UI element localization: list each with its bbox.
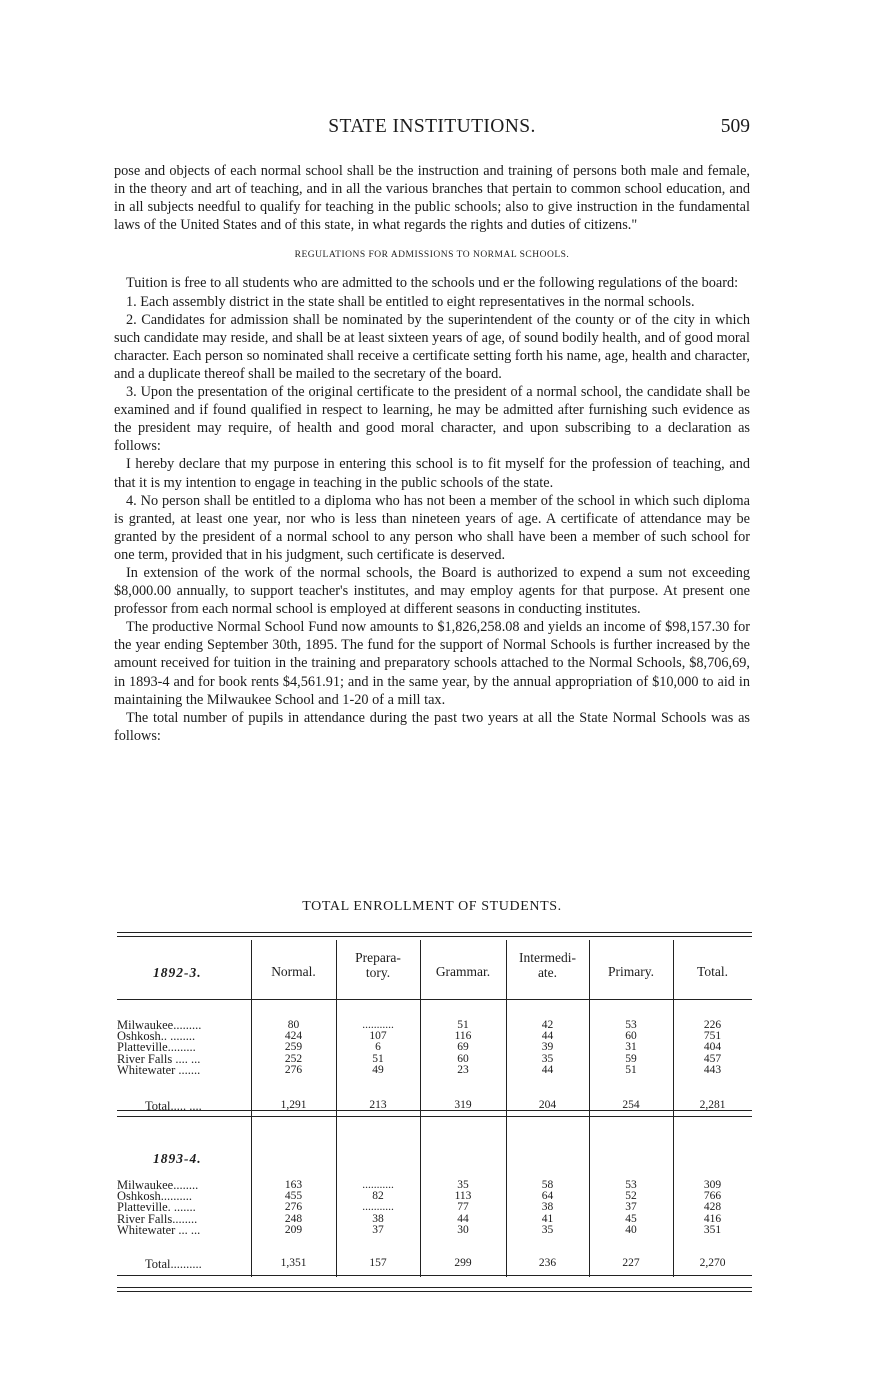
school-name: Oshkosh.. ........ [117,1029,196,1044]
paragraph: 1. Each assembly district in the state shall be entitled to eight representatives in the normal schools. [126,293,695,310]
table-cell: 44 [541,1030,554,1043]
page-number: 509 [720,116,750,137]
school-name: Milwaukee......... [117,1018,202,1032]
table-cell: 60 [625,1030,637,1043]
table-cell: 30 [457,1223,469,1236]
table-cell: 443 [703,1063,722,1076]
table-cell: 276 [284,1063,303,1076]
table-cell: 226 [703,1019,722,1031]
total-cell: 213 [369,1099,387,1111]
total-cell: 157 [369,1257,387,1269]
table-cell: 42 [541,1019,554,1031]
year-heading: 1893-4. [153,1151,202,1166]
table-cell: 38 [541,1201,554,1214]
column-header: Primary. [608,964,654,979]
school-name: Platteville. ....... [117,1200,196,1215]
school-name: River Falls .... ... [117,1051,201,1066]
paragraph: 3. Upon the presentation of the original certificate to the president of a normal school, the candidate shall be examined and if found qualified in respect to learning, he may be admitted after furnishing such evidence as the president may require, of health and good moral character, and upon subscribing to a declaration as follows: [114,384,750,455]
table-rule [117,1275,752,1276]
total-cell: 227 [622,1257,640,1269]
table-cell: 44 [457,1212,469,1225]
table-cell: 252 [284,1052,303,1065]
table-cell: 37 [372,1223,384,1236]
table-cell: 82 [372,1190,384,1203]
paragraph: 2. Candidates for admission shall be nominated by the superintendent of the county or of the city in which such candidate may reside, and shall be at least sixteen years of age, of sound bodily health, and of good moral character. Each person so nominated shall receive a certificate setting forth his name, age, health and character, and a duplicate thereof shall be mailed to the secretary of the board. [114,311,750,382]
table-cell: 309 [703,1179,722,1191]
total-cell: 204 [538,1099,557,1111]
year-heading: 1892-3. [153,965,202,980]
header-title: STATE INSTITUTIONS. [328,116,536,137]
school-name: Platteville......... [117,1040,196,1055]
section-heading: REGULATIONS FOR ADMISSIONS TO NORMAL SCHOOLS. [294,250,570,261]
table-cell: 77 [457,1201,469,1214]
table-cell: 35 [457,1179,469,1191]
table-cell: 107 [369,1030,387,1043]
table-cell: 69 [457,1041,469,1054]
table-cell: 35 [541,1223,554,1236]
table-cell: 23 [457,1063,469,1076]
table-cell: 35 [541,1052,554,1065]
table-cell: 416 [703,1212,722,1225]
paragraph: The productive Normal School Fund now amounts to $1,826,258.08 and yields an income of $98,157.30 for the year ending September 30th, 1895. The fund for the support of Normal Schools is further increased by the amount received for tuition in the training and preparatory schools attached to the Normal Schools, $8,706,69, in 1893-4 and for book rents $4,561.91; and in the same year, by the annual appropriation of $10,000 to aid in maintaining the Milwaukee School and 1-20 of a mill tax. [114,619,750,708]
table-cell: 39 [541,1041,554,1054]
school-name: Whitewater ... ... [117,1222,201,1237]
paragraph: I hereby declare that my purpose in entering this school is to fit myself for the profession of teaching, and that it is my intention to engage in teaching in the public schools of the state. [114,456,750,491]
total-cell: 1,291 [280,1099,307,1111]
table-cell: 455 [284,1190,303,1203]
table-rule [117,1291,752,1292]
table-cell: 52 [625,1190,637,1203]
total-cell: 2,270 [699,1257,726,1269]
table-cell: 457 [703,1052,722,1065]
table-cell: 428 [703,1201,722,1214]
table-cell: 163 [284,1179,303,1191]
table-cell: 51 [457,1019,469,1031]
table-cell: ........... [362,1019,394,1031]
table-cell: 38 [372,1212,384,1225]
paragraph-continuation: pose and objects of each normal school shall be the instruction and training of persons both male and female, in the theory and art of teaching, and in all the various branches that pertain to common school education, and in all subjects needful to qualify for teaching in the public schools; also to give instruction in the fundamental laws of the United States and of this state, in what regards the rights and duties of citizens." [114,163,750,234]
paragraph: Tuition is free to all students who are admitted to the schools und er the following regulations of the board: [126,275,739,292]
table-cell: 45 [625,1212,637,1225]
school-name: Whitewater ....... [117,1062,201,1077]
table-cell: 766 [703,1190,722,1203]
table-cell: 209 [284,1223,303,1236]
total-cell: 2,281 [699,1099,726,1111]
table-rule [117,1116,752,1117]
table-cell: 59 [625,1052,637,1065]
table-cell: ........... [362,1201,394,1214]
total-cell: 254 [622,1099,640,1111]
table-cell: 259 [284,1041,303,1054]
column-header: Normal. [271,964,316,979]
enrollment-table [117,930,752,1296]
table-cell: 58 [541,1179,554,1191]
school-name: Oshkosh.......... [117,1189,193,1204]
total-cell: 236 [538,1257,557,1269]
table-cell: 49 [372,1063,384,1076]
total-label: Total.......... [145,1257,202,1271]
table-cell: 31 [625,1041,637,1054]
table-rule [117,936,752,937]
table-cell: 40 [625,1223,637,1236]
table-cell: 116 [454,1030,472,1043]
table-cell: 80 [287,1019,300,1031]
total-cell: 299 [454,1257,472,1269]
table-rule [117,1287,752,1288]
school-name: Milwaukee........ [117,1178,199,1192]
table-cell: 6 [375,1041,381,1054]
school-name: River Falls........ [117,1211,198,1226]
table-cell: 51 [625,1063,637,1076]
table-title: TOTAL ENROLLMENT OF STUDENTS. [302,899,562,914]
table-cell: 276 [284,1201,303,1214]
column-header: Total. [697,964,728,979]
table-cell: 351 [703,1223,722,1236]
table-cell: 60 [457,1052,469,1065]
table-cell: 53 [625,1179,637,1191]
paragraph: In extension of the work of the normal schools, the Board is authorized to expend a sum not exceeding $8,000.00 annually, to support teacher's institutes, and may employ agents for that purpose. At present one professor from each normal school is employed at different seasons in conducting institutes. [114,564,750,618]
table-rule [117,932,752,933]
body-text [114,162,750,745]
running-header [114,116,750,146]
table-cell: 37 [625,1201,637,1214]
table-cell: 113 [454,1190,472,1203]
paragraph: 4. No person shall be entitled to a diploma who has not been a member of the school in which such diploma is granted, at least one year, nor who is less than nineteen years of age. A certificate of attendance may be granted by the president of a normal school to any person who shall have been a member of such school for one term, provided that in his judgment, such certificate is deserved. [114,492,750,563]
table-cell: 751 [703,1030,722,1043]
table-cell: 404 [703,1041,722,1054]
column-header: Prepara- tory. [355,950,401,980]
column-header: Grammar. [435,964,491,979]
table-cell: ........... [362,1179,394,1191]
column-header: Intermedi- ate. [519,950,576,980]
table-cell: 53 [625,1019,637,1031]
total-cell: 1,351 [280,1257,307,1269]
total-cell: 319 [454,1099,472,1111]
paragraph: The total number of pupils in attendance during the past two years at all the State Normal Schools was as follows: [114,709,750,744]
table-rule [117,999,752,1000]
total-label: Total..... .... [145,1099,202,1113]
table-cell: 424 [284,1030,303,1043]
table-cell: 44 [541,1063,554,1076]
table-cell: 41 [541,1212,554,1225]
table-cell: 64 [541,1190,554,1203]
table-cell: 51 [372,1052,384,1065]
table-cell: 248 [284,1212,303,1225]
